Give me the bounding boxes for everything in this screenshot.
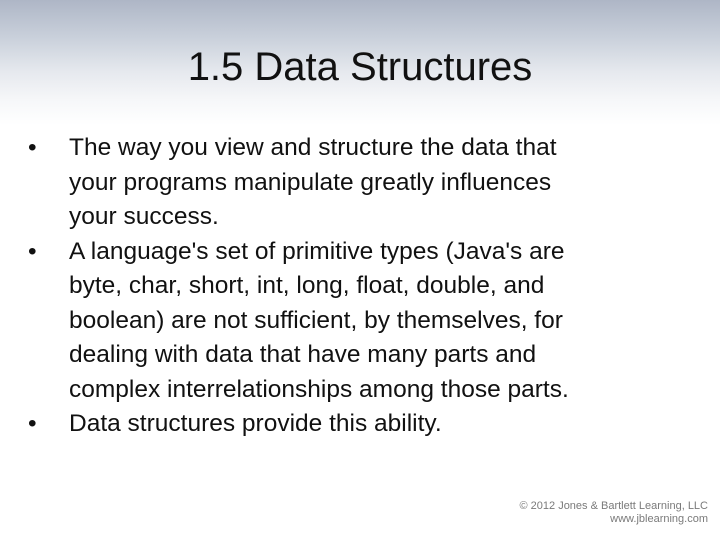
- copyright-notice: [520, 500, 709, 526]
- bullet-item: [24, 407, 684, 442]
- website-text: www.jblearning.com: [610, 513, 708, 525]
- bullet-text-line: dealing with data that have many parts and: [69, 341, 537, 368]
- bullet-text-line: your success.: [69, 203, 219, 230]
- bullet-icon: •: [28, 237, 37, 265]
- slide-title: 1.5 Data Structures: [187, 45, 533, 89]
- bullet-text-line: boolean) are not sufficient, by themselves, for: [69, 306, 563, 334]
- bullet-text-line: complex interrelationships among those parts.: [69, 375, 569, 403]
- bullet-icon: •: [28, 410, 37, 437]
- bullet-text-line: A language's set of primitive types (Java's are: [69, 237, 565, 265]
- bullet-text-line: The way you view and structure the data that: [69, 134, 557, 161]
- bullet-text-line: your programs manipulate greatly influences: [69, 168, 552, 196]
- bullet-text-line: Data structures provide this ability.: [69, 410, 442, 437]
- bullet-text-line: byte, char, short, int, long, float, double, and: [69, 272, 545, 299]
- copyright-text: © 2012 Jones & Bartlett Learning, LLC: [519, 500, 708, 512]
- bullet-icon: •: [28, 134, 37, 161]
- bullet-list: [24, 131, 684, 442]
- bullet-item: [24, 131, 684, 235]
- bullet-item: [24, 235, 684, 408]
